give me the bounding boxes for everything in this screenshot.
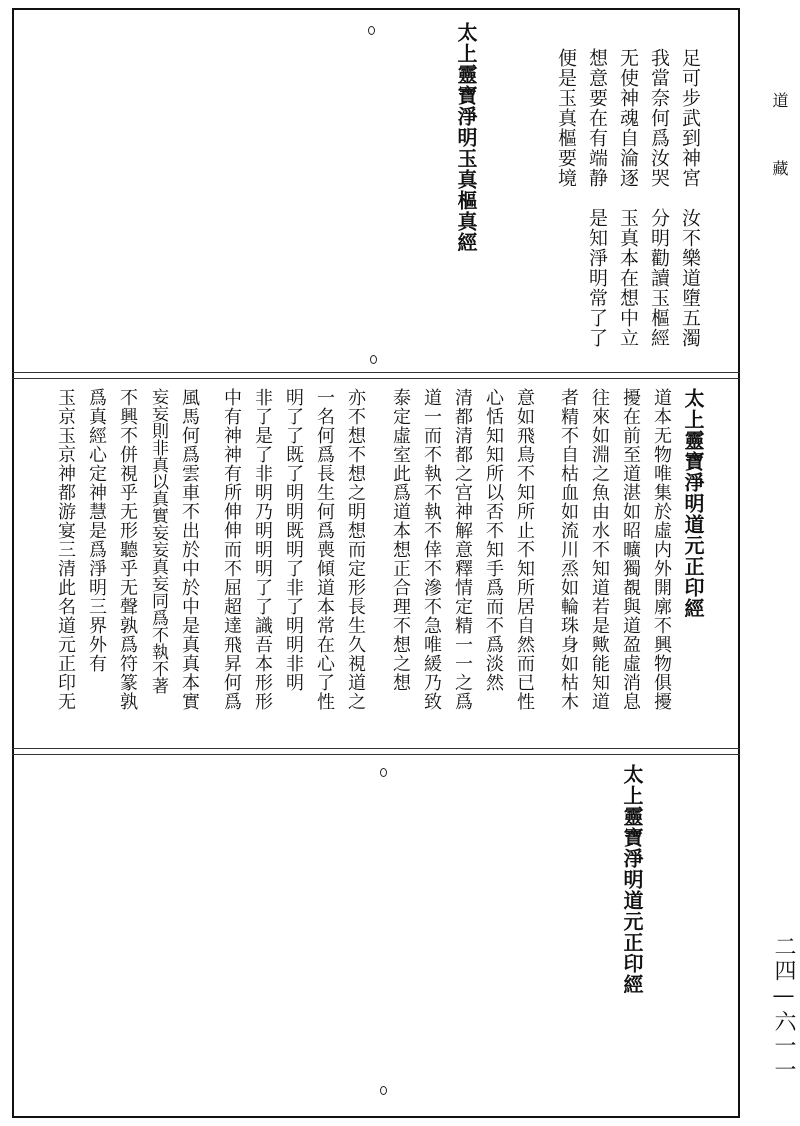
verse-line: 便是玉真樞要境 xyxy=(555,48,577,188)
verse-line: 我當奈何爲汝哭 分明勸讀玉樞經 xyxy=(648,48,670,348)
text-line: 道本无物唯集於虛内外開廓不興物俱擾 xyxy=(651,388,672,711)
text-line: 者精不自枯血如流川烝如輪珠身如枯木 xyxy=(558,388,579,711)
text-line: 一名何爲長生何爲喪傾道本常在心了性 xyxy=(314,388,335,711)
margin-book-name: 道藏 xyxy=(770,92,789,228)
text-line: 意如飛鳥不知所止不知所居自然而已性 xyxy=(514,388,535,711)
text-line: 泰定虛室此爲道本想正合理不想之想 xyxy=(390,388,411,692)
verse-line: 想意要在有端静 是知淨明常了了 xyxy=(586,48,608,348)
verse-line: 无使神魂自淪逐 玉真本在想中立 xyxy=(617,48,639,348)
verse-line: 足可步武到神宮 汝不樂道墮五濁 xyxy=(679,48,701,348)
middle-block-title-line: 太上靈寶淨明道元正印經 xyxy=(681,388,705,619)
text-line: 中有神神有所伸伸而不屈超達飛昇何爲 xyxy=(221,388,242,711)
top-block-title: 太上靈寶淨明玉真樞真經 xyxy=(454,22,478,253)
text-line: 擾在前至道湛如昭曠獨覩與道盈虛消息 xyxy=(620,388,641,711)
text-line: 往來如淵之魚由水不知道若是歟能知道 xyxy=(589,388,610,711)
text-line: 妄妄則非真以真實妄妄真妄同爲不執不著 xyxy=(148,388,168,694)
block-divider-top xyxy=(12,372,740,373)
text-line: 風馬何爲雲車不出於中於中是真真本實 xyxy=(179,388,200,711)
text-line: 非了是了非明乃明明明了了識吾本形形 xyxy=(252,388,273,711)
binding-hole-upper-mid xyxy=(370,355,377,364)
binding-hole-top xyxy=(368,26,375,35)
text-line: 玉京玉京神都游宴三清此名道元正印无 xyxy=(55,388,76,711)
bottom-block-title: 太上靈寶淨明道元正印經 xyxy=(620,764,644,995)
block-divider-bottom-inner xyxy=(12,754,740,755)
binding-hole-lower-mid xyxy=(380,768,387,777)
text-line: 亦不想不想之明想而定形長生久視道之 xyxy=(345,388,366,711)
block-divider-bottom xyxy=(12,748,740,749)
text-line: 爲真經心定神慧是爲淨明三界外有 xyxy=(86,388,107,673)
text-line: 道一而不執不執不倖不滲不急唯緩乃致 xyxy=(421,388,442,711)
text-line: 不興不併視乎无形聽乎无聲孰爲符篆孰 xyxy=(117,388,138,711)
text-line: 清都清都之宫神解意釋情定精一一之爲 xyxy=(452,388,473,711)
text-line: 明了了既了明明既明了非了明明非明 xyxy=(283,388,304,692)
margin-page-number: 二四—六一一 xyxy=(771,935,796,1082)
text-line: 心恬知知所以否不知手爲而不爲淡然 xyxy=(483,388,504,692)
block-divider-top-inner xyxy=(12,378,740,379)
binding-hole-bottom xyxy=(380,1086,387,1095)
